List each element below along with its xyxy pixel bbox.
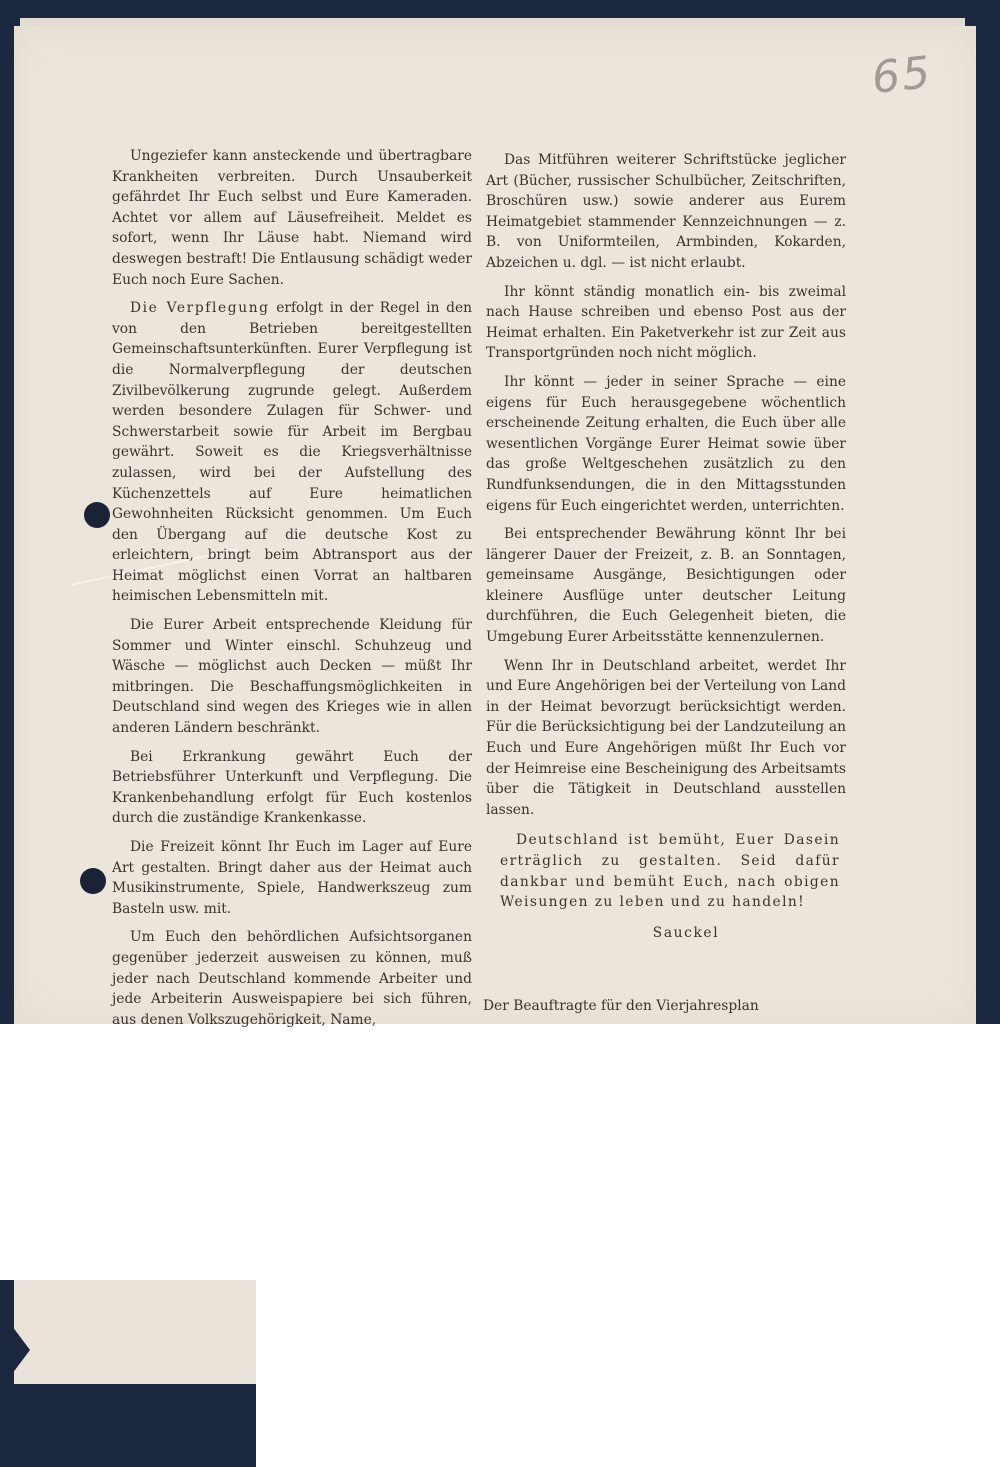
paragraph: Die Freizeit könnt Ihr Euch im Lager auf Eure Art gestalten. Bringt daher aus der Heimat auch Musikinstrumente, Spiele, Handwerkszeug zum Basteln usw. mit. [112,839,472,917]
paragraph: Die Verpflegung erfolgt in der Regel in den von den Betrieben bereitgestellten Gemeinschaftsunterkünften. Eurer Verpflegung ist die Normalverpflegung der deutschen Zivilbevölkerung zugrunde gelegt. Außerdem werden besondere Zulagen für Schwer- und Schwerstarbeit sowie für Arbeit im Bergbau gewährt. Soweit es die Kriegsverhältnisse zulassen, wird bei der Aufstellung des Küchenzettels auf Eure heimatlichen Gewohnheiten Rücksicht genommen. Um Euch den Übergang auf die deutsche Kost zu erleichtern, bringt beim Abtransport aus der Heimat möglichst einen Vorrat an haltbaren heimischen Lebensmitteln mit. [112,300,473,605]
paragraph: Bei entsprechender Bewährung könnt Ihr bei längerer Dauer der Freizeit, z. B. an Sonntagen, gemeinsame Ausgänge, Besichtigungen oder kleinere Ausflüge unter deutscher Leitung durchführen, die Euch Gelegenheit bieten, die Umgebung Eurer Arbeitsstätte kennenzulernen. [486,526,846,646]
punch-hole [80,868,106,894]
paragraph: Um Euch den behördlichen Aufsichtsorganen gegenüber jederzeit ausweisen zu können, muß jeder nach Deutschland kommende Arbeiter und jede Arbeiterin Ausweispapiere bei sich führen, aus denen Volkszugehörigkeit, Name, [112,929,472,1028]
signature: Sauckel [652,924,720,941]
paragraph: Wenn Ihr in Deutschland arbeitet, werdet Ihr und Eure Angehörigen bei der Verteilung von Land in der Heimat bevorzugt berücksichtigt werden. Für die Berücksichtigung bei der Landzuteilung an Euch und Eure Angehörigen müßt Ihr Euch vor der Heimreise eine Bescheinigung des Arbeitsamts über die Tätigkeit in Deutschland ausstellen lassen. [486,657,846,818]
left-column [112,146,472,1038]
paragraph: Ungeziefer kann ansteckende und übertragbare Krankheiten verbreiten. Durch Unsauberkeit gefährdet Ihr Euch selbst und Eure Kameraden. Achtet vor allem auf Läusefreiheit. Meldet es sofort, wenn Ihr Läuse habt. Niemand wird deswegen bestraft! Die Entlausung schädigt weder Euch noch Eure Sachen. [112,148,472,288]
right-column [486,150,846,943]
signatory-title: Der Beauftragte für den Vierjahresplan [483,998,759,1014]
closing-appeal: Deutschland ist bemüht, Euer Dasein erträglich zu gestalten. Seid dafür dankbar und bemüht Euch, nach obigen Weisungen zu leben und zu handeln! [500,832,840,911]
paragraph: Ihr könnt — jeder in seiner Sprache — eine eigens für Euch herausgegebene wöchentlich erscheinende Zeitung erhalten, die Euch über alle wesentlichen Vorgänge Eurer Heimat sowie über das große Weltgeschehen zusätzlich zu den Rundfunksendungen, die in den Mittagsstunden eigens für Euch eingerichtet werden, unterrichten. [486,373,846,514]
paper-fragment [14,1280,256,1384]
punch-hole [84,502,110,528]
paragraph-lead: Die Verpflegung [130,300,270,317]
page-number: 65 [869,47,935,104]
paragraph: Das Mitführen weiterer Schriftstücke jeglicher Art (Bücher, russischer Schulbücher, Zeitschriften, Broschüren usw.) sowie anderer aus Eurem Heimatgebiet stammender Kennzeichnungen — z. B. von Uniformteilen, Armbinden, Kokarden, Abzeichen u. dgl. — ist nicht erlaubt. [486,152,846,271]
torn-edge [0,1310,30,1390]
paragraph: Ihr könnt ständig monatlich ein- bis zweimal nach Hause schreiben und ebenso Post aus der Heimat erhalten. Ein Paketverkehr ist zur Zeit aus Transportgründen noch nicht möglich. [486,283,846,362]
paragraph: Die Eurer Arbeit entsprechende Kleidung für Sommer und Winter einschl. Schuhzeug und Wäsche — möglichst auch Decken — müßt Ihr mitbringen. Die Beschaffungsmöglichkeiten in Deutschland sind wegen des Krieges wie in allen anderen Ländern beschränkt. [112,617,472,737]
paragraph: Bei Erkrankung gewährt Euch der Betriebsführer Unterkunft und Verpflegung. Die Krankenbehandlung erfolgt für Euch kostenlos durch die zuständige Krankenkasse. [112,748,472,827]
